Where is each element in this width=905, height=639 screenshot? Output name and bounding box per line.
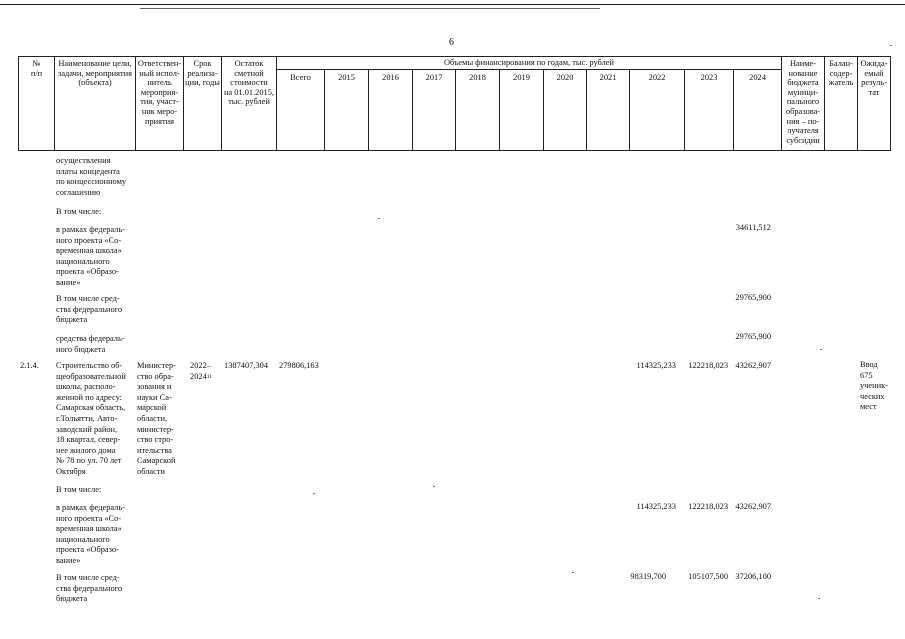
header-year-2023: 2023 <box>700 73 718 82</box>
row-name-including-2: В том числе: <box>56 485 102 494</box>
row-responsible: Министер- ство обра- зования и науки Са- марской области, министер- ство стро- ительства Самарской области <box>137 361 176 476</box>
scan-speck <box>890 45 892 46</box>
row-value-2024: 29765,900 <box>735 293 771 302</box>
row-value-2023: 122218,023 <box>688 502 728 511</box>
row-number-2-1-4: 2.1.4. <box>20 361 39 370</box>
scan-speck <box>818 598 820 599</box>
page-number: 6 <box>449 37 454 48</box>
header-term: Срок реализа- ции, годы <box>185 59 220 88</box>
header-year-2016: 2016 <box>382 73 399 82</box>
header-year-total: Всего <box>290 73 311 82</box>
row-name-school-construction: Строительство об- щеобразовательной школы, располо- женной по адресу: Самарская область, г.Тольятти, Авто- заводский район, 18 квартал, север- нее жилого дома № 78 по ул. 70 лет Октября <box>56 361 126 476</box>
scan-speck <box>820 349 822 350</box>
row-total: 279806,163 <box>279 361 319 370</box>
header-top-border <box>18 56 891 57</box>
row-value-2024: 37206,100 <box>735 572 771 581</box>
row-name-federal-budget: средства федераль- ного бюджета <box>56 334 125 354</box>
row-name-concession: осуществления платы концедента по концессионному соглашению <box>56 156 127 197</box>
row-name-federal-budget-incl-2: В том числе сред- ства федерального бюджета <box>56 573 123 604</box>
row-name-including: В том числе: <box>56 207 102 216</box>
row-name-federal-project-2: в рамках федераль- ного проекта «Со- временная школа» национального проекта «Образо- вание» <box>56 503 125 565</box>
row-value-2023: 105107,500 <box>688 572 728 581</box>
row-term-footnote: 11 <box>206 373 213 380</box>
page-top-rule-secondary <box>140 8 600 9</box>
row-value-2022: 114325,233 <box>636 361 676 370</box>
header-subgroup-border <box>277 69 781 70</box>
row-value-2024: 29765,900 <box>735 332 771 341</box>
header-year-2019: 2019 <box>513 73 530 82</box>
header-balance-holder: Балан- содер- жатель <box>828 59 854 88</box>
page-top-rule <box>0 4 905 5</box>
row-name-federal-budget-incl: В том числе сред- ства федерального бюджета <box>56 294 123 325</box>
header-year-2017: 2017 <box>425 73 443 82</box>
header-year-2024: 2024 <box>749 73 766 82</box>
header-bottom-border <box>18 150 891 151</box>
header-remainder: Остаток сметной стоимости на 01.01.2015, тыс. рублей <box>223 59 275 107</box>
row-value-2024: 43262,907 <box>735 361 771 370</box>
col-border <box>890 56 891 150</box>
row-value-2024: 43262,907 <box>735 502 771 511</box>
scan-speck <box>378 218 380 219</box>
header-year-2022: 2022 <box>648 73 666 82</box>
row-term <box>190 361 220 382</box>
scan-speck <box>572 572 574 573</box>
header-year-2021: 2021 <box>599 73 617 82</box>
row-value-2022: 114325,233 <box>636 502 676 511</box>
row-value-2024: 34611,512 <box>735 223 771 232</box>
row-name-federal-project: в рамках федераль- ного проекта «Со- временная школа» национального проекта «Образо- вание» <box>56 225 125 287</box>
header-responsible: Ответствен- ный испол- нитель мероприя- тия, участ- ник меро- приятия <box>137 59 182 126</box>
header-municipal-budget: Наиме- нование бюджета муници- пального образова- ния – по- лучателя субсидии <box>785 59 821 145</box>
row-value-2022: 98319,700 <box>630 572 666 581</box>
header-name: Наименование цели, задачи, мероприятия (объекта) <box>58 59 132 88</box>
row-expected-result: Ввод 675 ученик- ческих мест <box>860 360 888 412</box>
scan-speck <box>433 486 435 487</box>
header-expected-result: Ожида- емый резуль- тат <box>860 59 888 97</box>
header-financing-group: Объемы финансирования по годам, тыс. рублей <box>444 58 614 67</box>
header-year-2018: 2018 <box>469 73 486 82</box>
row-term-text: 2022– 2024 <box>190 361 211 381</box>
col-border <box>276 56 277 150</box>
row-value-2023: 122218,023 <box>688 361 728 370</box>
scan-speck <box>313 493 315 494</box>
header-year-2015: 2015 <box>338 73 355 82</box>
row-remainder: 1387407,304 <box>224 361 268 370</box>
header-num: № п/п <box>30 59 43 78</box>
header-year-2020: 2020 <box>556 73 574 82</box>
